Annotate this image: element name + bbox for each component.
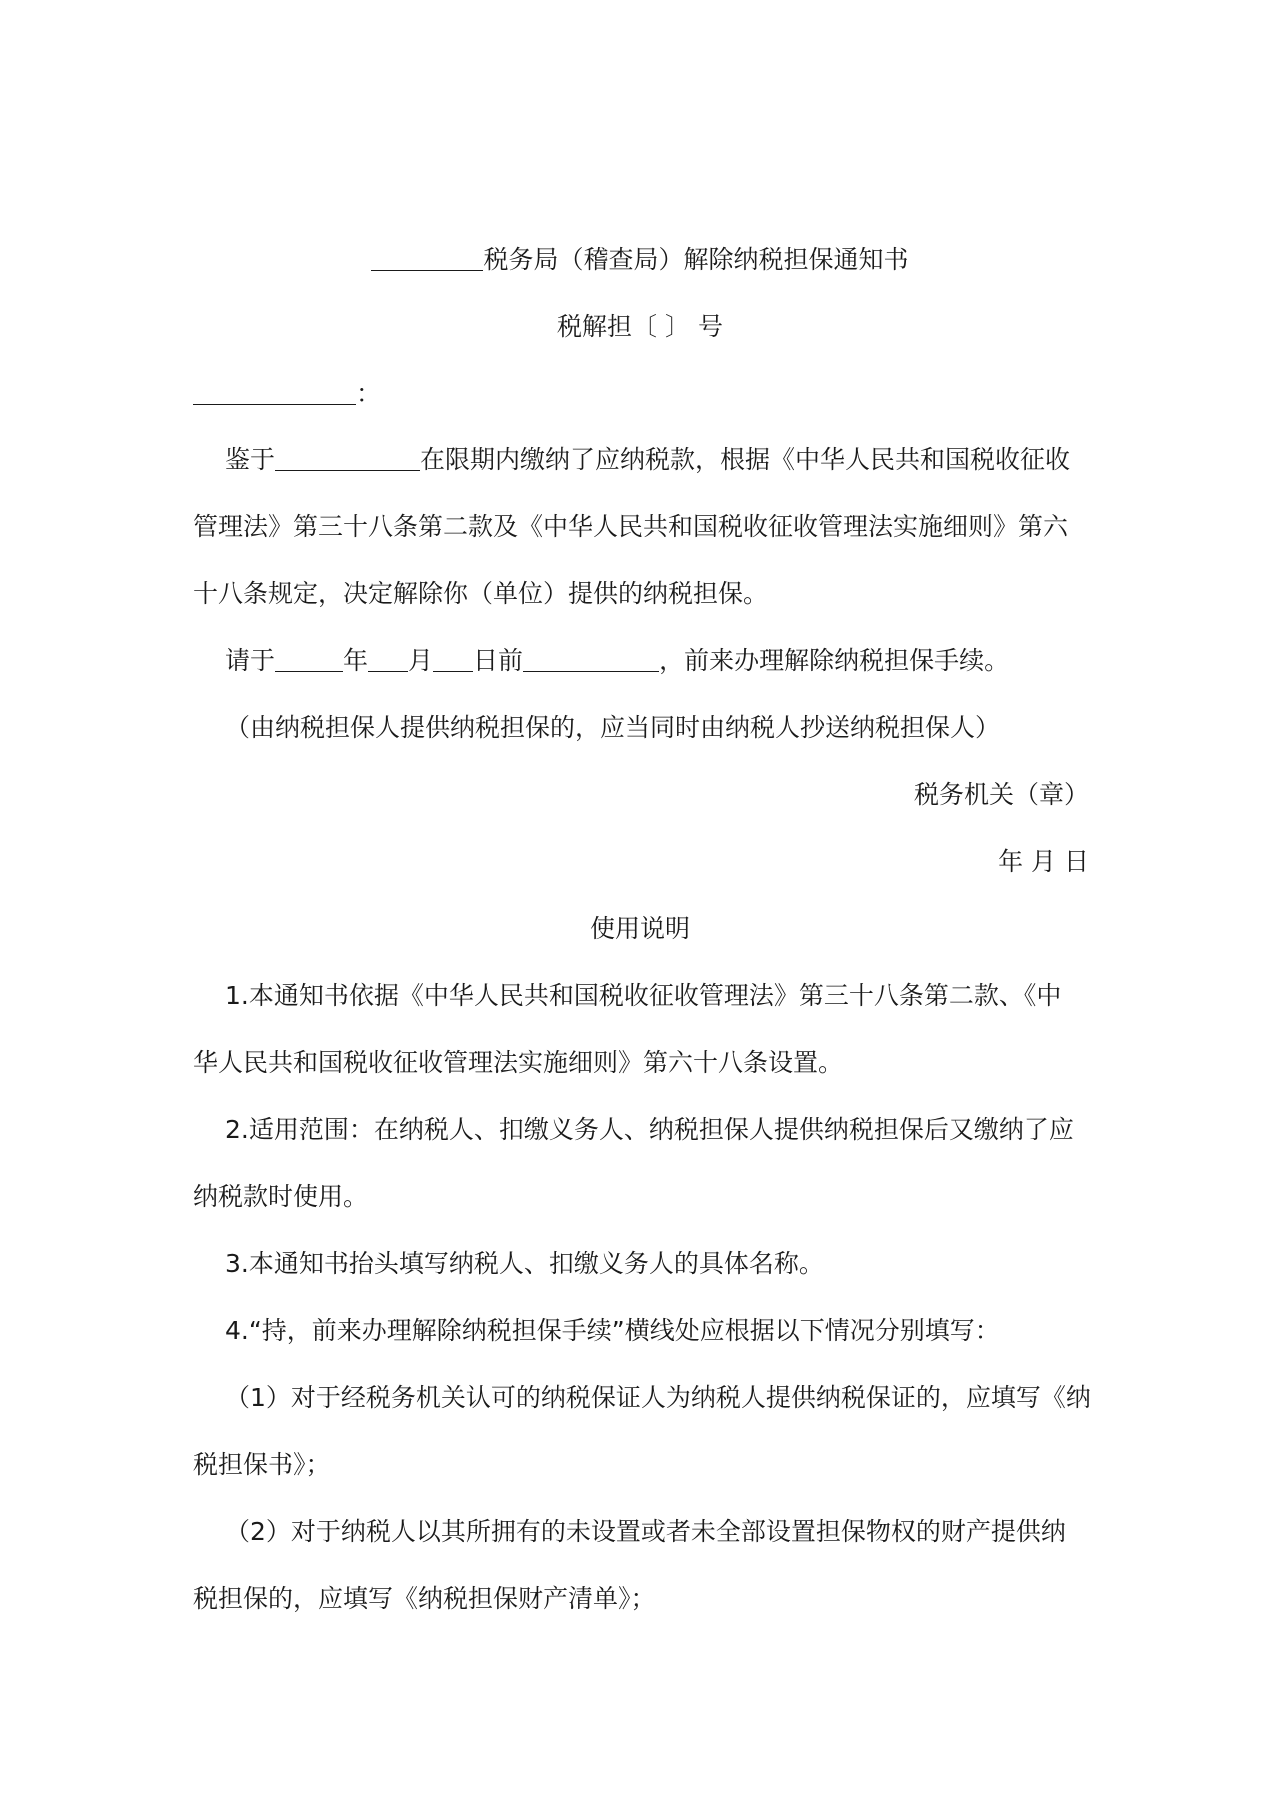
body-paragraph-1-line-3: 十八条规定，决定解除你（单位）提供的纳税担保。 <box>193 579 769 608</box>
p2-month: 月 <box>408 646 434 675</box>
body-paragraph-1-line-1 <box>225 442 1125 478</box>
document-held-blank <box>523 645 659 672</box>
month-blank <box>368 645 408 672</box>
instruction-sub-1-line-2: 税担保书》； <box>193 1450 331 1479</box>
document-number: 税解担〔 〕 号 <box>557 312 723 341</box>
document-title <box>0 242 1280 278</box>
year-blank <box>275 645 343 672</box>
tax-bureau-name-blank <box>371 244 483 271</box>
addressee-blank <box>193 378 356 405</box>
instruction-item-1-line-1: 1.本通知书依据《中华人民共和国税收征收管理法》第三十八条第二款、《中 <box>225 981 1062 1010</box>
tax-authority-seal: 税务机关（章） <box>913 780 1089 809</box>
p2-prefix: 请于 <box>225 646 276 675</box>
instruction-item-2-line-2: 纳税款时使用。 <box>193 1182 369 1211</box>
p1-line1-text: 在限期内缴纳了应纳税款，根据《中华人民共和国税收征收 <box>420 445 1071 474</box>
addressee-colon: ： <box>356 379 382 408</box>
instruction-item-4: 4.“持，前来办理解除纳税担保手续”横线处应根据以下情况分别填写： <box>225 1316 1000 1345</box>
taxpayer-name-blank <box>275 444 420 471</box>
body-paragraph-3: （由纳税担保人提供纳税担保的，应当同时由纳税人抄送纳税担保人） <box>225 713 1001 742</box>
instruction-sub-2-line-1: （2）对于纳税人以其所拥有的未设置或者未全部设置担保物权的财产提供纳 <box>225 1517 1066 1546</box>
instruction-item-1-line-2: 华人民共和国税收征收管理法实施细则》第六十八条设置。 <box>193 1048 844 1077</box>
p2-day: 日前 <box>473 646 524 675</box>
body-paragraph-1-line-2: 管理法》第三十八条第二款及《中华人民共和国税收征收管理法实施细则》第六 <box>193 512 1069 541</box>
day-blank <box>433 645 473 672</box>
p1-prefix: 鉴于 <box>225 445 276 474</box>
p2-year: 年 <box>343 646 369 675</box>
instruction-sub-1-line-1: （1）对于经税务机关认可的纳税保证人为纳税人提供纳税保证的，应填写《纳 <box>225 1383 1091 1412</box>
addressee-line <box>193 376 1093 412</box>
instruction-item-3: 3.本通知书抬头填写纳税人、扣缴义务人的具体名称。 <box>225 1249 824 1278</box>
title-text: 税务局（稽查局）解除纳税担保通知书 <box>483 245 909 274</box>
body-paragraph-2 <box>225 643 1125 679</box>
signature-date: 年 月 日 <box>998 847 1089 876</box>
instruction-sub-2-line-2: 税担保的，应填写《纳税担保财产清单》； <box>193 1584 656 1613</box>
instruction-item-2-line-1: 2.适用范围：在纳税人、扣缴义务人、纳税担保人提供纳税担保后又缴纳了应 <box>225 1115 1074 1144</box>
p2-suffix: ，前来办理解除纳税担保手续。 <box>659 646 1010 675</box>
instructions-heading: 使用说明 <box>589 914 690 943</box>
